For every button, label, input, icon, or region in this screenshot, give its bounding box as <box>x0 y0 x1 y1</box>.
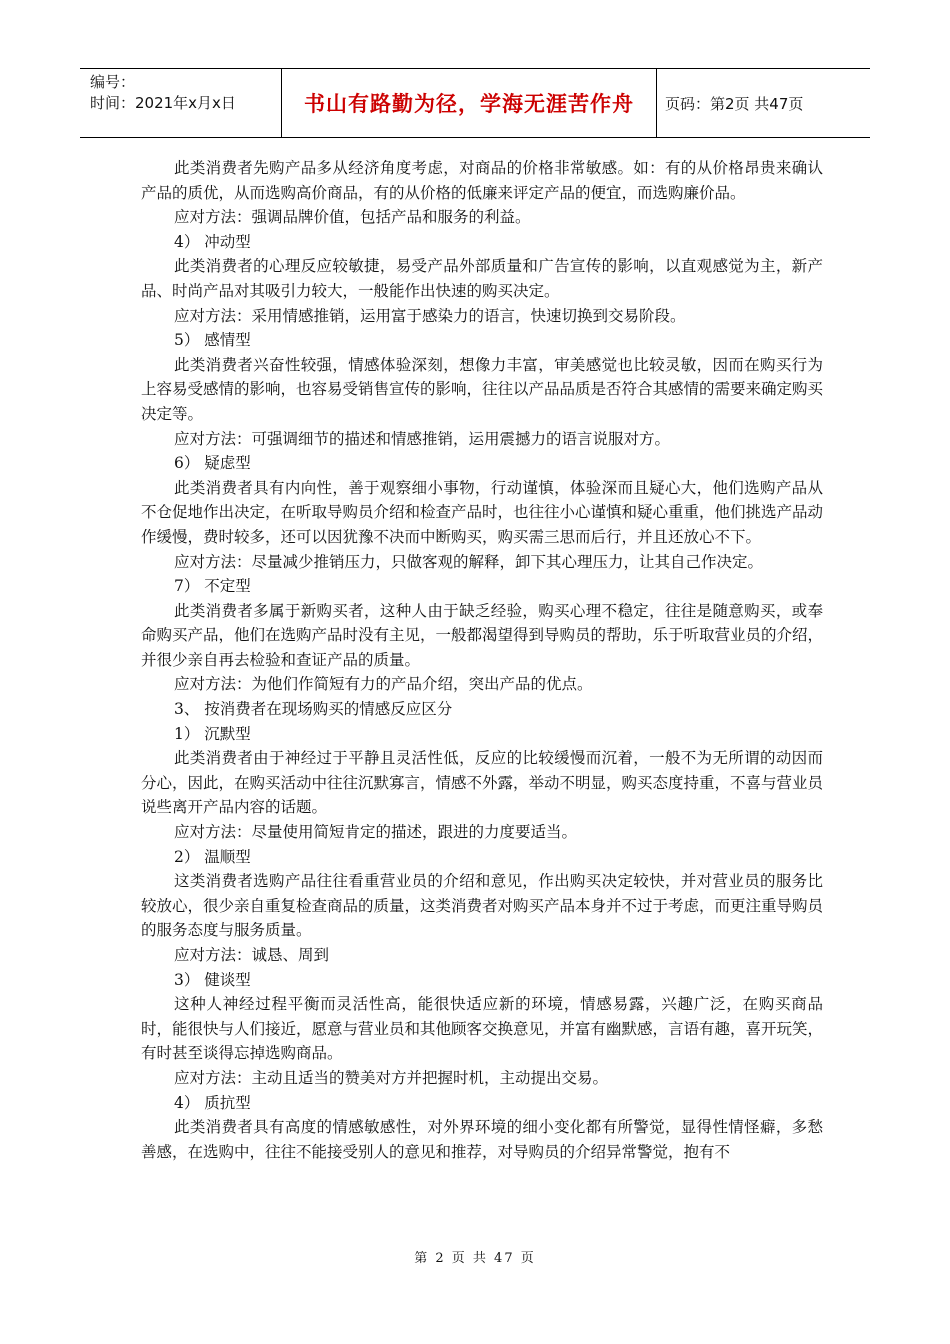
paragraph: 这类消费者选购产品往往看重营业员的介绍和意见，作出购买决定较快，并对营业员的服务比较放心，很少亲自重复检查商品的质量，这类消费者对购买产品本身并不过于考虑，而更注重导购员的服务态度与服务质量。 <box>141 872 824 940</box>
section-heading: 2） 温顺型 <box>174 847 251 866</box>
section-heading: 3） 健谈型 <box>174 970 251 989</box>
paragraph: 应对方法：采用情感推销，运用富于感染力的语言，快速切换到交易阶段。 <box>174 306 686 325</box>
paragraph: 此类消费者的心理反应较敏捷，易受产品外部质量和广告宣传的影响，以直观感觉为主，新产品、时尚产品对其吸引力较大，一般能作出快速的购买决定。 <box>141 257 823 300</box>
paragraph: 应对方法：可强调细节的描述和情感推销，运用震撼力的语言说服对方。 <box>174 429 671 448</box>
section-heading: 6） 疑虑型 <box>174 454 251 473</box>
document-date: 时间：2021年x月x日 <box>90 94 236 112</box>
section-heading: 5） 感情型 <box>174 331 251 350</box>
paragraph: 此类消费者多属于新购买者，这种人由于缺乏经验，购买心理不稳定，往往是随意购买，或奉命购买产品，他们在选购产品时没有主见，一般都渴望得到导购员的帮助，乐于听取营业员的介绍，并很少亲自再去检验和查证产品的质量。 <box>141 601 824 669</box>
document-number-label: 编号： <box>90 73 136 91</box>
paragraph: 此类消费者由于神经过于平静且灵活性低，反应的比较缓慢而沉着，一般不为无所谓的动因而分心，因此，在购买活动中往往沉默寡言，情感不外露，举动不明显，购买态度持重，不喜与营业员说些离开产品内容的话题。 <box>141 749 824 817</box>
paragraph: 应对方法：为他们作简短有力的产品介绍，突出产品的优点。 <box>174 675 593 694</box>
header-page-info: 页码：第2页 共47页 <box>665 94 804 113</box>
header-meta <box>80 69 282 137</box>
page-header <box>80 68 870 138</box>
header-motto: 书山有路勤为径，学海无涯苦作舟 <box>282 69 657 137</box>
document-body <box>141 156 823 1164</box>
section-heading: 4） 质抗型 <box>174 1093 251 1112</box>
section-heading: 4） 冲动型 <box>174 232 251 251</box>
paragraph: 此类消费者具有高度的情感敏感性，对外界环境的细小变化都有所警觉，显得性情怪癖，多愁善感，在选购中，往往不能接受别人的意见和推荐，对导购员的介绍异常警觉，抱有不 <box>141 1118 823 1161</box>
paragraph: 应对方法：强调品牌价值，包括产品和服务的利益。 <box>174 208 531 227</box>
section-heading: 1） 沉默型 <box>174 724 251 743</box>
paragraph: 此类消费者先购产品多从经济角度考虑，对商品的价格非常敏感。如：有的从价格昂贵来确认产品的质优，从而选购高价商品，有的从价格的低廉来评定产品的便宜，而选购廉价品。 <box>141 159 823 202</box>
section-heading: 7） 不定型 <box>174 577 251 596</box>
paragraph: 应对方法：主动且适当的赞美对方并把握时机，主动提出交易。 <box>174 1068 609 1087</box>
paragraph: 此类消费者具有内向性，善于观察细小事物，行动谨慎，体验深而且疑心大，他们选购产品从不仓促地作出决定，在听取导购员介绍和检查产品时，也往往小心谨慎和疑心重重，他们挑选产品动作缓慢，费时较多，还可以因犹豫不决而中断购买，购买需三思而后行，并且还放心不下。 <box>141 478 824 546</box>
paragraph: 应对方法：尽量减少推销压力，只做客观的解释，卸下其心理压力，让其自己作决定。 <box>174 552 764 571</box>
page-footer: 第 2 页 共 47 页 <box>414 1251 536 1266</box>
section-heading: 3、 按消费者在现场购买的情感反应区分 <box>174 700 453 719</box>
paragraph: 应对方法：尽量使用简短肯定的描述，跟进的力度要适当。 <box>174 823 578 842</box>
paragraph: 这种人神经过程平衡而灵活性高，能很快适应新的环境，情感易露，兴趣广泛，在购买商品时，能很快与人们接近，愿意与营业员和其他顾客交换意见，并富有幽默感，言语有趣，喜开玩笑，有时甚至谈得忘掉选购商品。 <box>141 995 824 1063</box>
paragraph: 此类消费者兴奋性较强，情感体验深刻，想像力丰富，审美感觉也比较灵敏，因而在购买行为上容易受感情的影响，也容易受销售宣传的影响，往往以产品品质是否符合其感情的需要来确定购买决定等。 <box>141 355 824 423</box>
paragraph: 应对方法：诚恳、周到 <box>174 946 330 964</box>
